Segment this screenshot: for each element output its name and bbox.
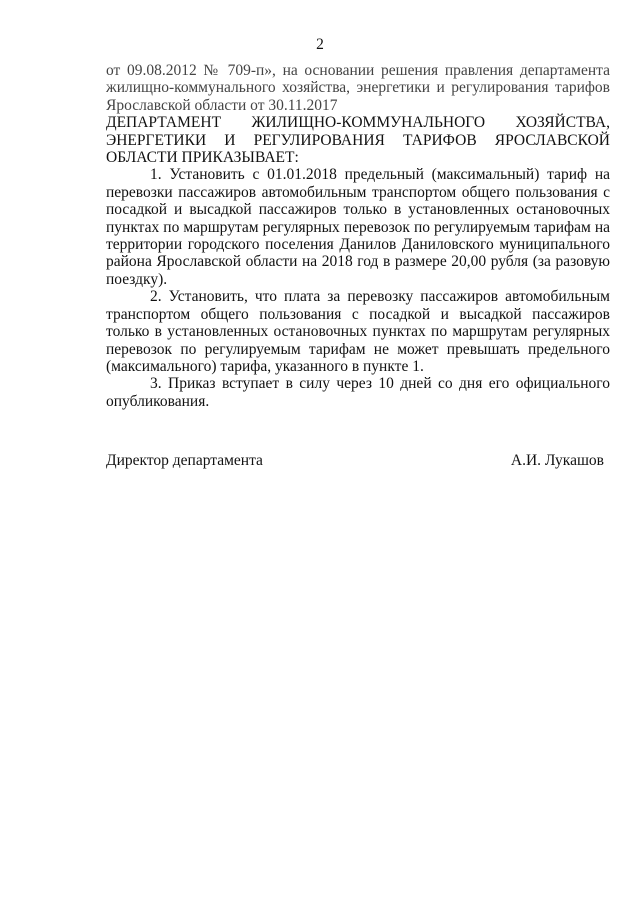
order-item-2: 2. Установить, что плата за перевозку пассажиров автомобильным транспортом общего пользования с посадкой и высадкой пассажиров только в установленных остановочных пунктах по маршрутам регулярных перевозок по регулируемым тарифам не может превышать предельного (максимального) тарифа, указанного в пункте 1. bbox=[106, 288, 610, 375]
order-item-1: 1. Установить с 01.01.2018 предельный (максимальный) тариф на перевозки пассажиров автомобильным транспортом общего пользования с посадкой и высадкой пассажиров только в установленных остановочных пунктах по маршрутам регулярных перевозок по регулируемым тарифам на территории городского поселения Данилов Даниловского муниципального района Ярославской области на 2018 год в размере 20,00 рубля (за разовую поездку). bbox=[106, 166, 610, 288]
signature-block bbox=[106, 452, 604, 470]
order-heading: ДЕПАРТАМЕНТ ЖИЛИЩНО-КОММУНАЛЬНОГО ХОЗЯЙСТВА, ЭНЕРГЕТИКИ И РЕГУЛИРОВАНИЯ ТАРИФОВ ЯРОСЛАВСКОЙ ОБЛАСТИ ПРИКАЗЫВАЕТ: bbox=[106, 114, 610, 167]
intro-paragraph: от 09.08.2012 № 709-п», на основании решения правления департамента жилищно-коммунального хозяйства, энергетики и регулирования тарифов Ярославской области от 30.11.2017 bbox=[106, 62, 610, 114]
page-number: 2 bbox=[316, 36, 324, 53]
signatory-position: Директор департамента bbox=[106, 452, 263, 469]
document-body bbox=[106, 62, 610, 410]
signatory-name: А.И. Лукашов bbox=[510, 452, 604, 469]
order-item-3: 3. Приказ вступает в силу через 10 дней со дня его официального опубликования. bbox=[106, 375, 610, 410]
